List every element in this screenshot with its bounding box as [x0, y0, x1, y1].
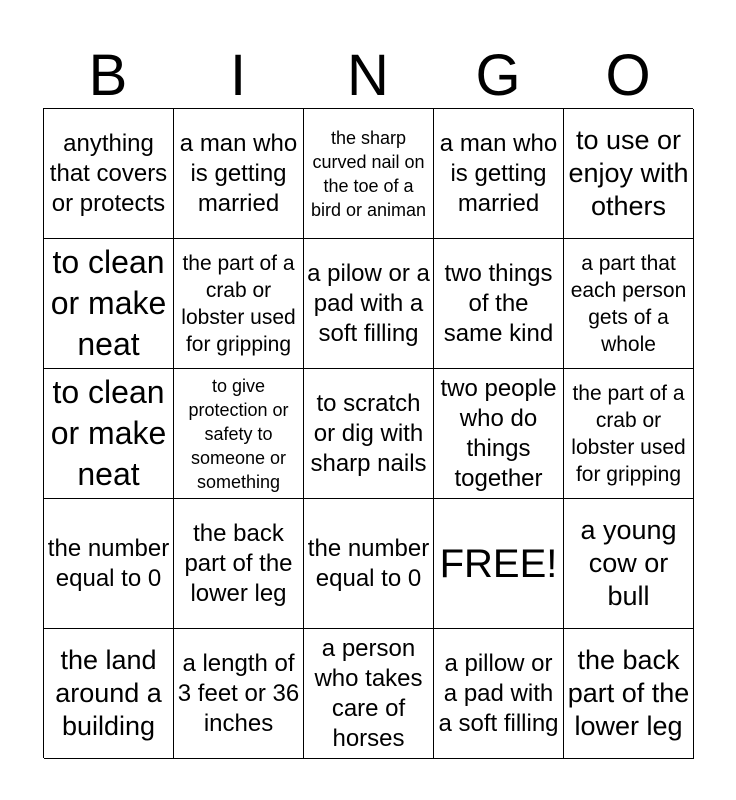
- cell-text: the back part of the lower leg: [184, 519, 293, 607]
- cell-text: two things of the same kind: [443, 259, 554, 347]
- bingo-cell[interactable]: [434, 629, 564, 759]
- cell-text: the sharp curved nail on the toe of a bird or animan: [310, 127, 427, 220]
- cell-text: the number equal to 0: [47, 534, 170, 592]
- cell-text: a person who takes care of horses: [314, 634, 423, 752]
- cell-text: the part of a crab or lobster used for gripping: [181, 251, 296, 356]
- cell-text: the number equal to 0: [307, 534, 430, 592]
- bingo-cell[interactable]: [564, 629, 694, 759]
- header-letter-g: G: [475, 43, 521, 108]
- cell-text: to clean or make neat: [50, 244, 167, 362]
- bingo-cell[interactable]: [304, 239, 434, 369]
- bingo-cell[interactable]: [44, 109, 174, 239]
- bingo-cell[interactable]: [44, 499, 174, 629]
- cell-text: a man who is getting married: [179, 129, 298, 217]
- header-letter-o: O: [605, 43, 651, 108]
- free-space-text: FREE!: [439, 541, 558, 586]
- cell-text: to use or enjoy with others: [568, 125, 689, 221]
- free-space-cell[interactable]: [434, 499, 564, 629]
- cell-text: a young cow or bull: [580, 515, 677, 611]
- cell-text: to scratch or dig with sharp nails: [310, 389, 427, 477]
- bingo-cell[interactable]: [174, 239, 304, 369]
- cell-text: a pillow or a pad with a soft filling: [438, 649, 559, 737]
- bingo-header: [43, 40, 693, 108]
- bingo-cell[interactable]: [434, 369, 564, 499]
- bingo-cell[interactable]: [44, 369, 174, 499]
- bingo-cell[interactable]: [564, 109, 694, 239]
- cell-text: anything that covers or protects: [49, 129, 168, 217]
- header-letter-n: N: [347, 43, 389, 108]
- cell-text: a pilow or a pad with a soft filling: [307, 259, 430, 347]
- bingo-card-grid: [43, 108, 693, 758]
- bingo-cell[interactable]: [434, 109, 564, 239]
- bingo-cell[interactable]: [304, 629, 434, 759]
- cell-text: a length of 3 feet or 36 inches: [177, 649, 300, 737]
- bingo-cell[interactable]: [174, 369, 304, 499]
- bingo-cell[interactable]: [304, 369, 434, 499]
- cell-text: a part that each person gets of a whole: [570, 251, 687, 356]
- header-letter-b: B: [88, 43, 128, 108]
- cell-text: two people who do things together: [440, 374, 557, 492]
- bingo-cell[interactable]: [304, 109, 434, 239]
- bingo-cell[interactable]: [434, 239, 564, 369]
- bingo-cell[interactable]: [174, 499, 304, 629]
- bingo-cell[interactable]: [174, 109, 304, 239]
- cell-text: the land around a building: [55, 645, 162, 741]
- bingo-cell[interactable]: [304, 499, 434, 629]
- bingo-cell[interactable]: [564, 499, 694, 629]
- cell-text: the part of a crab or lobster used for gripping: [571, 381, 686, 486]
- header-letter-i: I: [229, 43, 247, 108]
- bingo-cell[interactable]: [564, 369, 694, 499]
- cell-text: the back part of the lower leg: [567, 645, 690, 741]
- bingo-cell[interactable]: [44, 629, 174, 759]
- bingo-cell[interactable]: [174, 629, 304, 759]
- cell-text: to clean or make neat: [50, 374, 167, 492]
- cell-text: to give protection or safety to someone or something: [188, 375, 289, 492]
- cell-text: a man who is getting married: [439, 129, 558, 217]
- bingo-cell[interactable]: [44, 239, 174, 369]
- bingo-cell[interactable]: [564, 239, 694, 369]
